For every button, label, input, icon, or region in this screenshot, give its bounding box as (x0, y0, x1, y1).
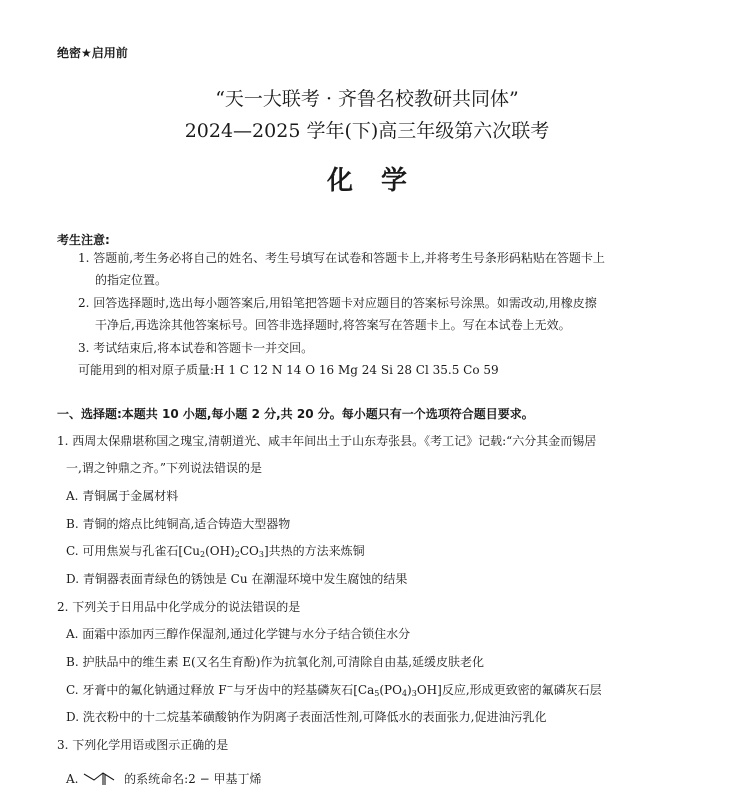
q2-option-b: B. 护肤品中的维生素 E(又名生育酚)作为抗氧化剂,可清除自由基,延缓皮肤老化 (66, 655, 485, 669)
q2-option-d: D. 洗衣粉中的十二烷基苯磺酸钠作为阴离子表面活性剂,可降低水的表面张力,促进油污乳化 (66, 710, 547, 724)
secret-label: 绝密★启用前 (57, 46, 128, 60)
atomic-masses: 可能用到的相对原子质量:H 1 C 12 N 14 O 16 Mg 24 Si 28 Cl 35.5 Co 59 (78, 363, 499, 377)
q1-stem-line1: 1. 西周太保鼎堪称国之瑰宝,清朝道光、咸丰年间出土于山东寿张县。《考工记》记载:“六分其金而锡居 (57, 434, 597, 448)
notice-item-2-line2: 干净后,再选涂其他答案标号。回答非选择题时,将答案写在答题卡上。写在本试卷上无效。 (95, 318, 571, 332)
q2-option-c: C. 牙膏中的氟化钠通过释放 F−与牙齿中的羟基磷灰石$[Ca_5(PO_4)_3OH]$反应,形成更致密的氟磷灰石层 (66, 682, 602, 698)
exam-title-line1: “天一大联考 · 齐鲁名校教研共同体” (215, 88, 519, 110)
q3-option-a: A. 的系统命名:2 − 甲基丁烯 (66, 768, 262, 787)
q1-option-b: B. 青铜的熔点比纯铜高,适合铸造大型器物 (66, 517, 291, 531)
notice-item-1-line2: 的指定位置。 (95, 273, 168, 287)
section1-heading: 一、选择题:本题共 10 小题,每小题 2 分,共 20 分。每小题只有一个选项符合题目要求。 (57, 407, 534, 421)
notice-item-3: 3. 考试结束后,将本试卷和答题卡一并交回。 (78, 341, 314, 355)
notice-item-2-line1: 2. 回答选择题时,选出每小题答案后,用铅笔把答题卡对应题目的答案标号涂黑。如需改动,用橡皮擦 (78, 296, 597, 310)
q2-stem: 2. 下列关于日用品中化学成分的说法错误的是 (57, 600, 301, 614)
q1-option-a: A. 青铜属于金属材料 (66, 489, 179, 503)
subject-title: 化学 (326, 166, 435, 196)
exam-title-line2: 2024—2025 学年(下)高三年级第六次联考 (184, 120, 550, 142)
skeletal-formula-icon (82, 768, 120, 786)
notice-item-1-line1: 1. 答题前,考生务必将自己的姓名、考生号填写在试卷和答题卡上,并将考生号条形码粘贴在答题卡上 (78, 251, 605, 265)
notice-heading: 考生注意: (57, 233, 110, 247)
q2-option-a: A. 面霜中添加丙三醇作保湿剂,通过化学键与水分子结合锁住水分 (66, 627, 411, 641)
q1-stem-line2: 一,谓之钟鼎之齐。”下列说法错误的是 (66, 461, 262, 475)
q1-option-d: D. 青铜器表面青绿色的锈蚀是 Cu 在潮湿环境中发生腐蚀的结果 (66, 572, 408, 586)
q1-option-c: C. 可用焦炭与孔雀石$[Cu_2(OH)_2CO_3]$共热的方法来炼铜 (66, 544, 365, 559)
q3-stem: 3. 下列化学用语或图示正确的是 (57, 738, 229, 752)
